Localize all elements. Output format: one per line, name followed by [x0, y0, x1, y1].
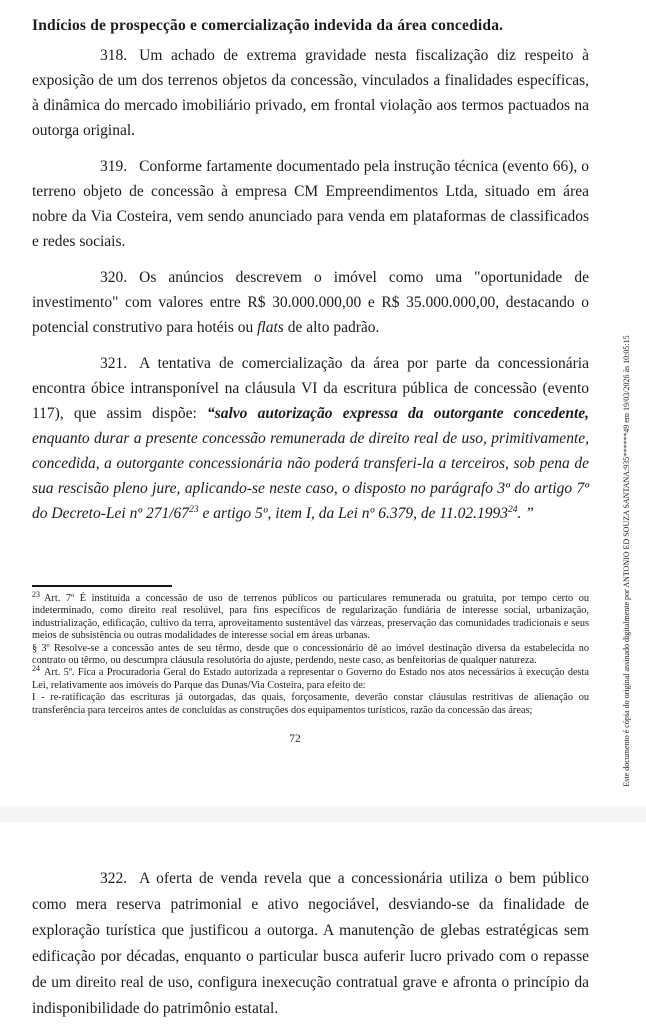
footnote-23 — [32, 589, 589, 643]
paragraph-number-319: 319. — [100, 158, 128, 175]
footnote-24 — [32, 664, 589, 692]
paragraph-322 — [32, 866, 589, 1022]
footnote-separator — [32, 585, 172, 587]
paragraph-319 — [32, 154, 589, 254]
quoted-clause-close: . ” — [517, 505, 534, 522]
paragraph-321 — [32, 351, 589, 526]
footnote-24-text: Art. 5º. Fica a Procuradoria Geral do Estado autorizada a representar o Governo do Estado nos atos necessários à execução desta Lei, relativamente aos imóveis do Parque das Dunas/Via Costeira, para efeito de: — [32, 667, 589, 691]
paragraph-318-text: Um achado de extrema gravidade nesta fiscalização diz respeito à exposição de um dos terrenos objetos da concessão, vinculados a finalidades específicas, à dinâmica do mercado imobiliário privado, em frontal violação aos termos pactuados na outorga original. — [32, 47, 589, 139]
footnote-23-paragraph-2: § 3º Resolve-se a concessão antes de seu têrmo, desde que o concessionário dê ao imóvel destinação diversa da estabelecida no contrato ou têrmo, ou descumpra cláusula resolutória do ajuste, perdendo, neste caso, as benfeitorias de qualquer natureza. — [32, 642, 589, 667]
footnote-23-text: Art. 7º É instituída a concessão de uso de terrenos públicos ou particulares remunerada ou gratuita, por tempo certo ou indeterminado, como direito real resolúvel, para fins específicos de regularização fundiária de interesse social, urbanização, industrialização, edificação, cultivo da terra, aproveitamento sustentável das várzeas, preservação das comunidades tradicionais e seus meios de subsistência ou outras modalidades de interesse social em áreas urbanas. — [32, 593, 589, 642]
footnotes-section — [32, 585, 589, 717]
paragraph-number-320: 320. — [100, 269, 128, 286]
footnote-24-marker: 24 — [32, 664, 40, 674]
quoted-clause-body-2: e artigo 5º, item I, da Lei nº 6.379, de 11.02.1993 — [198, 505, 508, 522]
paragraph-319-text: Conforme fartamente documentado pela instrução técnica (evento 66), o terreno objeto de concessão à empresa CM Empreendimentos Ltda, situado em área nobre da Via Costeira, vem sendo anunciado para venda em plataformas de classificados e redes sociais. — [32, 158, 589, 250]
flats-italic-term: flats — [257, 319, 284, 336]
paragraph-number-318: 318. — [100, 47, 128, 64]
section-heading: Indícios de prospecção e comercialização indevida da área concedida. — [32, 17, 504, 34]
quoted-clause-bold: “salvo autorização expressa da outorgante concedente, — [206, 405, 590, 422]
quoted-clause-body: enquanto durar a presente concessão remunerada de direito real de uso, primitivamente, concedida, a outorgante concessionária não poderá transferi-la a terceiros, sob pena de sua rescisão pleno jure, aplicando-se neste caso, o disposto no parágrafo 3º do artigo 7º do Decreto-Lei nº 271/67 — [32, 430, 589, 522]
digital-signature-stamp: Este documento é cópia do original assinado digitalmente por ANTONIO ED SOUZA SANTANA:935******49 em 19/03/2026 às 10:05:15 — [622, 335, 631, 787]
paragraph-320 — [32, 265, 589, 340]
paragraph-321-lead: A tentativa de comercialização da área por parte da concessionária encontra óbice intransponível na cláusula VI da escritura pública de concessão (evento 117), que assim dispõe: — [32, 355, 589, 422]
paragraph-number-322: 322. — [100, 870, 128, 887]
footnote-23-marker: 23 — [32, 589, 40, 599]
paragraph-320-text-end: de alto padrão. — [283, 319, 380, 336]
footnote-ref-23: 23 — [189, 504, 199, 515]
paragraph-322-text: A oferta de venda revela que a concessionária utiliza o bem público como mera reserva patrimonial e ativo negociável, desviando-se da finalidade de exploração turística que justificou a outorga. A manutenção de glebas estratégicas sem edificação por décadas, enquanto o particular busca auferir lucro privado com o repasse de um direito real de uso, configura inexecução contratual grave e afronta o princípio da indisponibilidade do patrimônio estatal. — [32, 870, 589, 1017]
page-separator — [0, 806, 646, 822]
page-73 — [0, 822, 646, 1024]
page-number: 72 — [289, 733, 301, 745]
paragraph-320-text: Os anúncios descrevem o imóvel como uma "oportunidade de investimento" com valores entre R$ 30.000.000,00 e R$ 35.000.000,00, destacando o potencial construtivo para hotéis ou — [32, 269, 589, 336]
paragraph-number-321: 321. — [100, 355, 128, 372]
paragraph-318 — [32, 43, 589, 143]
footnote-ref-24: 24 — [507, 504, 518, 515]
footnote-24-item-i: I - re-ratificação das escrituras já outorgadas, das quais, forçosamente, deverão constar cláusulas restritivas de alienação ou transferência para terceiros antes de concluídas as construções dos equipamentos turísticos, razão da concessão das áreas; — [32, 692, 589, 716]
